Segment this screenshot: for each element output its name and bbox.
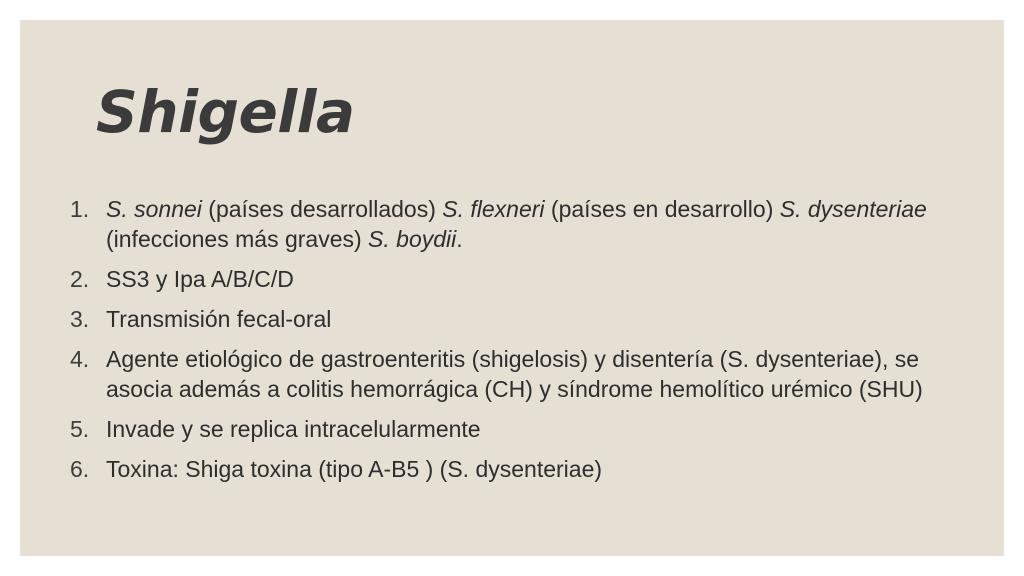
list-item xyxy=(70,344,970,404)
text-segment: . xyxy=(456,226,463,252)
list-item-text: Transmisión fecal-oral xyxy=(106,306,332,332)
list-item-text: Invade y se replica intracelularmente xyxy=(106,416,481,442)
list-item-number: 3. xyxy=(70,306,90,332)
list-item-text: Toxina: Shiga toxina (tipo A-B5 ) (S. dysenteriae) xyxy=(106,456,603,482)
list-item-number: 2. xyxy=(70,266,90,292)
text-segment: (infecciones más graves) xyxy=(106,226,369,252)
text-segment: (países en desarrollo) xyxy=(544,196,780,222)
species-name: S. flexneri xyxy=(442,196,545,222)
list-item-number: 1. xyxy=(70,196,90,222)
list-item xyxy=(70,454,970,484)
list-item-text xyxy=(106,194,970,254)
list-item-number: 6. xyxy=(70,456,90,482)
species-name: S. sonnei xyxy=(106,196,202,222)
numbered-list xyxy=(70,194,970,494)
list-item xyxy=(70,414,970,444)
list-item-text: Agente etiológico de gastroenteritis (shigelosis) y disentería (S. dysenteriae), se asocia además a colitis hemorrágica (CH) y síndrome hemolítico urémico (SHU) xyxy=(106,346,923,402)
list-item-number: 5. xyxy=(70,416,90,442)
list-item xyxy=(70,304,970,334)
list-item-number: 4. xyxy=(70,346,90,372)
list-item xyxy=(70,264,970,294)
text-segment: (países desarrollados) xyxy=(201,196,443,222)
slide xyxy=(20,20,1004,556)
slide-title: Shigella xyxy=(96,78,355,146)
species-name: S. dysenteriae xyxy=(779,196,927,222)
list-item xyxy=(70,194,970,254)
list-item-text: SS3 y Ipa A/B/C/D xyxy=(106,266,294,292)
species-name: S. boydii xyxy=(368,226,457,252)
